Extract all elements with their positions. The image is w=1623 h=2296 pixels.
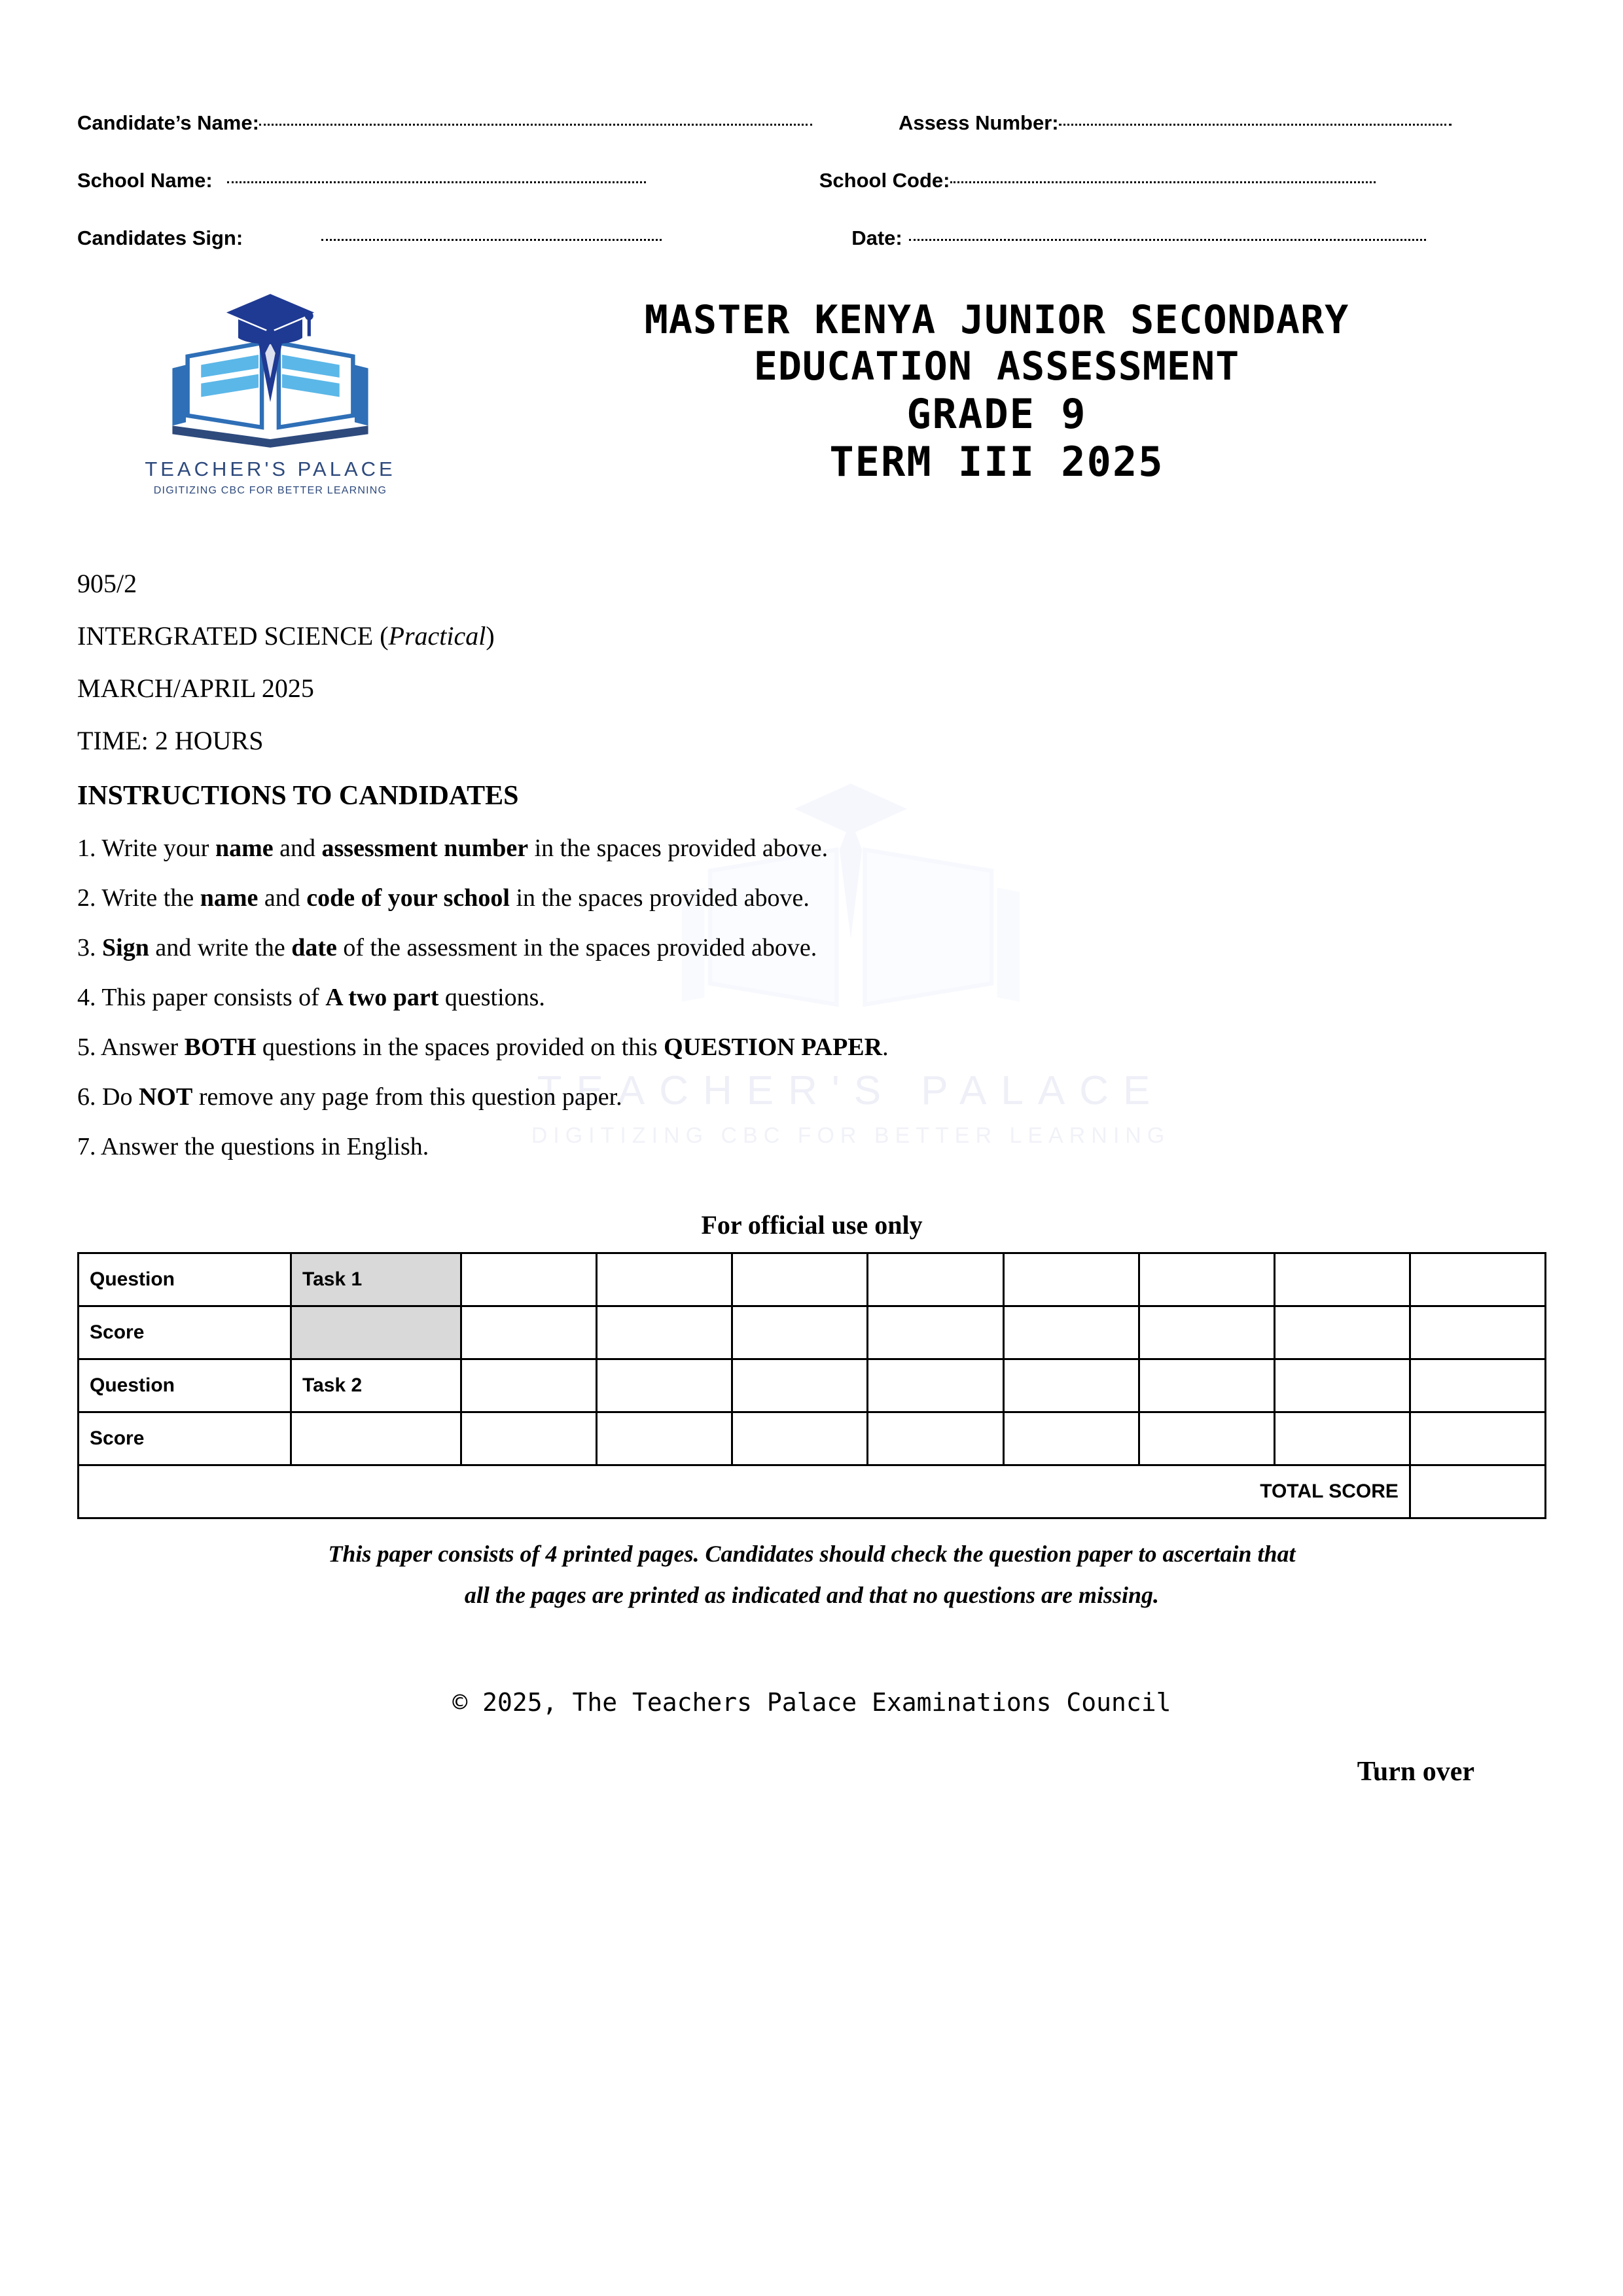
table-row bbox=[79, 1306, 1546, 1359]
score-cell[interactable] bbox=[868, 1253, 1003, 1306]
score-table bbox=[77, 1252, 1546, 1519]
score-cell[interactable] bbox=[597, 1306, 732, 1359]
row-label-question-2: Question bbox=[79, 1359, 291, 1412]
score-cell[interactable] bbox=[597, 1412, 732, 1465]
page-count-note-line1: This paper consists of 4 printed pages. Candidates should check the question paper to ascertain that bbox=[328, 1541, 1296, 1567]
score-cell[interactable] bbox=[461, 1306, 597, 1359]
score-cell[interactable] bbox=[868, 1359, 1003, 1412]
paper-subject bbox=[77, 623, 1546, 649]
instructions-heading: INSTRUCTIONS TO CANDIDATES bbox=[77, 781, 519, 811]
page-title bbox=[444, 297, 1550, 486]
school-code-label: School Code: bbox=[819, 169, 950, 192]
instruction-item: 4. This paper consists of A two part questions. bbox=[77, 984, 545, 1011]
score-cell[interactable] bbox=[1410, 1359, 1545, 1412]
book-pen-graduation-icon bbox=[133, 291, 408, 451]
assess-number-input[interactable] bbox=[1059, 124, 1452, 126]
score-cell[interactable] bbox=[1274, 1306, 1410, 1359]
score-cell[interactable] bbox=[1274, 1412, 1410, 1465]
score-cell[interactable] bbox=[1410, 1306, 1545, 1359]
page-count-note-line2: all the pages are printed as indicated and that no questions are missing. bbox=[464, 1582, 1160, 1608]
title-line-2: EDUCATION ASSESSMENT bbox=[753, 343, 1240, 389]
assess-number-label: Assess Number: bbox=[898, 111, 1059, 134]
copyright-notice: © 2025, The Teachers Palace Examinations Council bbox=[452, 1688, 1171, 1717]
subject-prefix: INTERGRATED SCIENCE ( bbox=[77, 621, 389, 651]
logo-tagline: DIGITIZING CBC FOR BETTER LEARNING bbox=[153, 485, 387, 496]
score-cell[interactable] bbox=[1139, 1253, 1274, 1306]
cell-task-1: Task 1 bbox=[291, 1253, 461, 1306]
page-count-note bbox=[77, 1534, 1546, 1616]
organization-logo bbox=[116, 291, 424, 497]
logo-name: TEACHER'S PALACE bbox=[145, 457, 396, 480]
score-cell[interactable] bbox=[1003, 1412, 1139, 1465]
score-cell[interactable] bbox=[1274, 1359, 1410, 1412]
date-input[interactable] bbox=[909, 239, 1426, 241]
score-cell[interactable] bbox=[1003, 1359, 1139, 1412]
candidate-row-school bbox=[77, 169, 1546, 192]
subject-suffix: ) bbox=[486, 621, 495, 651]
score-cell[interactable] bbox=[1139, 1359, 1274, 1412]
paper-code: 905/2 bbox=[77, 569, 137, 598]
score-cell[interactable] bbox=[597, 1359, 732, 1412]
candidate-sign-input[interactable] bbox=[321, 239, 662, 241]
score-cell-shaded bbox=[291, 1306, 461, 1359]
instruction-item: 2. Write the name and code of your school in the spaces provided above. bbox=[77, 884, 810, 912]
title-line-3: GRADE 9 bbox=[906, 389, 1087, 438]
school-name-input[interactable] bbox=[227, 181, 646, 183]
school-name-label: School Name: bbox=[77, 169, 213, 192]
score-cell[interactable] bbox=[732, 1253, 868, 1306]
table-row bbox=[79, 1253, 1546, 1306]
title-line-1: MASTER KENYA JUNIOR SECONDARY bbox=[644, 297, 1349, 343]
score-cell[interactable] bbox=[1139, 1412, 1274, 1465]
score-cell[interactable] bbox=[868, 1306, 1003, 1359]
paper-time: TIME: 2 HOURS bbox=[77, 726, 264, 755]
score-cell[interactable] bbox=[732, 1359, 868, 1412]
score-cell[interactable] bbox=[1003, 1253, 1139, 1306]
score-cell[interactable] bbox=[1410, 1253, 1545, 1306]
school-code-input[interactable] bbox=[950, 181, 1376, 183]
date-label: Date: bbox=[851, 226, 902, 249]
cell-task-2: Task 2 bbox=[291, 1359, 461, 1412]
paper-meta bbox=[77, 571, 1546, 754]
score-cell[interactable] bbox=[461, 1359, 597, 1412]
instruction-item: 3. Sign and write the date of the assessment in the spaces provided above. bbox=[77, 934, 817, 961]
subject-italic: Practical bbox=[388, 621, 486, 651]
table-row-total bbox=[79, 1465, 1546, 1518]
score-cell[interactable] bbox=[1410, 1412, 1545, 1465]
score-cell[interactable] bbox=[461, 1253, 597, 1306]
candidate-sign-label: Candidates Sign: bbox=[77, 226, 243, 249]
watermark-tagline: DIGITIZING CBC FOR BETTER LEARNING bbox=[531, 1123, 1171, 1148]
title-line-4: TERM III 2025 bbox=[829, 437, 1164, 486]
score-cell[interactable] bbox=[291, 1412, 461, 1465]
instruction-item: 7. Answer the questions in English. bbox=[77, 1133, 429, 1160]
score-cell[interactable] bbox=[1274, 1253, 1410, 1306]
row-label-score-2: Score bbox=[79, 1412, 291, 1465]
row-label-question-1: Question bbox=[79, 1253, 291, 1306]
score-cell[interactable] bbox=[1003, 1306, 1139, 1359]
total-score-label: TOTAL SCORE bbox=[79, 1465, 1410, 1518]
candidate-row-sign bbox=[77, 226, 1546, 250]
official-use-heading: For official use only bbox=[701, 1210, 923, 1240]
turn-over-label: Turn over bbox=[1357, 1757, 1474, 1787]
title-block bbox=[77, 284, 1546, 565]
candidate-row-name bbox=[77, 111, 1546, 135]
watermark-name: TEACHER'S PALACE bbox=[537, 1068, 1165, 1113]
table-row bbox=[79, 1412, 1546, 1465]
candidate-name-input[interactable] bbox=[259, 124, 812, 126]
instruction-item: 1. Write your name and assessment number in the spaces provided above. bbox=[77, 834, 829, 862]
score-cell[interactable] bbox=[732, 1412, 868, 1465]
table-row bbox=[79, 1359, 1546, 1412]
instruction-item: 6. Do NOT remove any page from this question paper. bbox=[77, 1083, 622, 1111]
score-cell[interactable] bbox=[1139, 1306, 1274, 1359]
total-score-cell[interactable] bbox=[1410, 1465, 1545, 1518]
score-cell[interactable] bbox=[597, 1253, 732, 1306]
paper-session: MARCH/APRIL 2025 bbox=[77, 673, 314, 703]
score-cell[interactable] bbox=[868, 1412, 1003, 1465]
row-label-score-1: Score bbox=[79, 1306, 291, 1359]
candidate-name-label: Candidate’s Name: bbox=[77, 111, 259, 134]
score-cell[interactable] bbox=[732, 1306, 868, 1359]
instruction-item: 5. Answer BOTH questions in the spaces provided on this QUESTION PAPER. bbox=[77, 1033, 889, 1061]
score-cell[interactable] bbox=[461, 1412, 597, 1465]
